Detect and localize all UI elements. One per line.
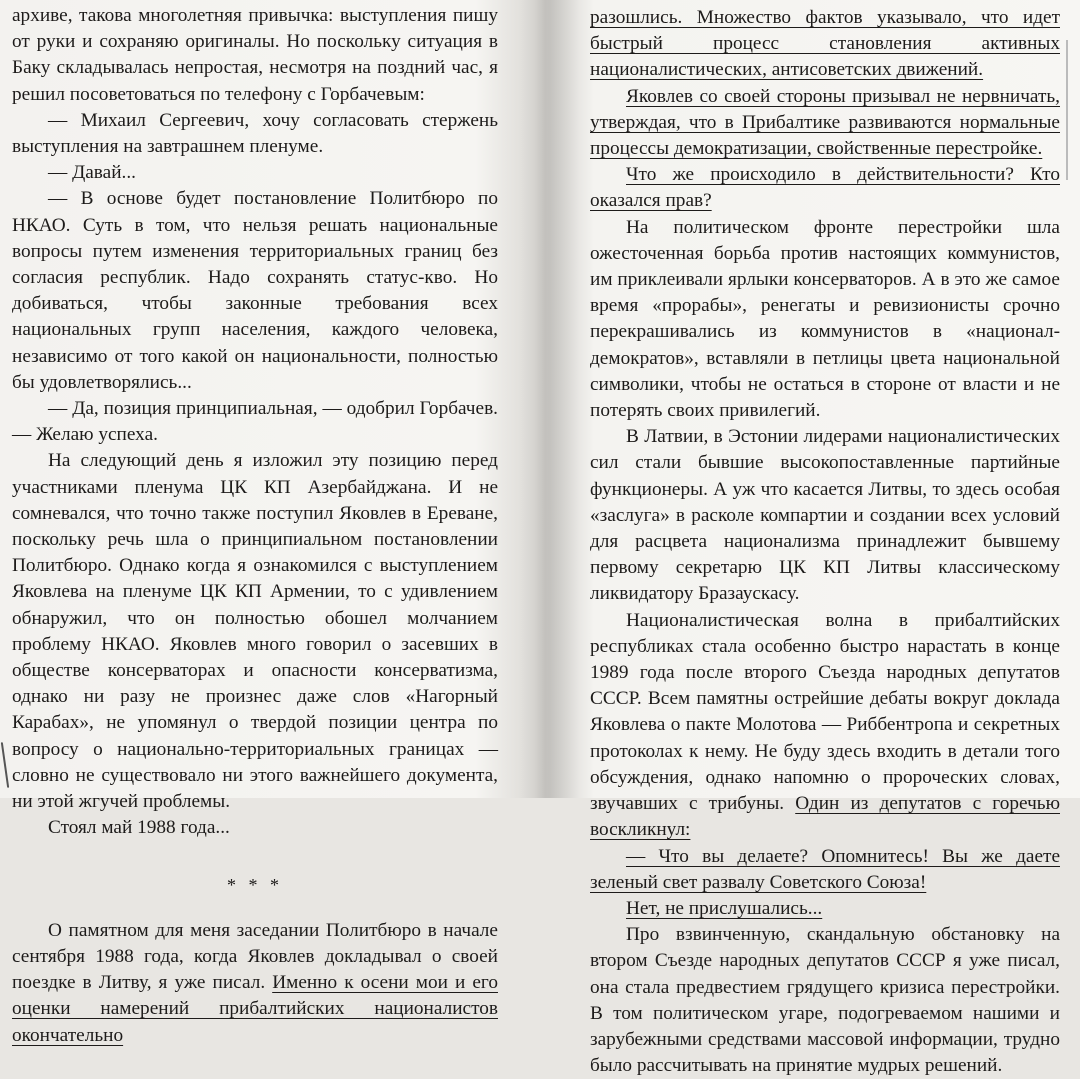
- right-paragraph-7: — Что вы делаете? Опомнитесь! Вы же даете зеленый свет развалу Советского Союза!: [590, 845, 1060, 893]
- left-paragraph-7: Стоял май 1988 года...: [48, 817, 230, 839]
- right-paragraph-6: [590, 608, 1060, 844]
- right-page: [590, 0, 1060, 1077]
- left-paragraph-1: архиве, такова многолетняя привычка: выступления пишу от руки и сохраняю оригиналы. Но поскольку ситуация в Баку складывалась непростая, несмотря на поздний час, я решил посоветоваться по телефону с Горбачевым:: [12, 5, 498, 105]
- left-paragraph-6: На следующий день я изложил эту позицию перед участниками пленума ЦК КП Азербайджана. И не сомневался, что точно также поступил Яковлев в Ереване, поскольку речь шла о принципиальном постановлении Политбюро. Однако когда я ознакомился с выступлением Яковлева на пленуме ЦК КП Армении, то с удивлением обнаружил, что он полностью обошел молчанием проблему НКАО. Яковлев много говорил о засевших в обществе консерваторах и опасности консерватизма, однако ни разу не произнес даже слов «Нагорный Карабах», не упомянул о твердой позиции центра по вопросу о национально-территориальных границах — словно не существовало ни этого важнейшего документа, ни этой жгучей проблемы.: [12, 450, 498, 813]
- left-paragraph-2: — Михаил Сергеевич, хочу согласовать стержень выступления на завтрашнем пленуме.: [12, 109, 498, 158]
- gutter-shadow: [520, 0, 580, 798]
- left-paragraph-8: [12, 918, 498, 1049]
- margin-pencil-mark: [1, 742, 9, 788]
- right-paragraph-4: На политическом фронте перестройки шла ожесточенная борьба против настоящих коммунистов, им приклеивали ярлыки консерваторов. А в это же самое время «прорабы», ренегаты и ревизионисты срочно перекрашивались из коммунистов в «национал-демократов», вставляли в петлицы цвета национальной символики, чтобы не остаться в стороне от власти и не потерять своих привилегий.: [590, 216, 1060, 422]
- right-paragraph-3: Что же происходило в действительности? Кто оказался прав?: [590, 164, 1060, 212]
- left-paragraph-5: — Да, позиция принципиальная, — одобрил Горбачев. — Желаю успеха.: [12, 398, 498, 446]
- left-paragraph-8-text: О памятном для меня заседании Политбюро в начале сентября 1988 года, когда Яковлев докладывал о своей поездке в Литву, я уже писал.: [12, 919, 498, 994]
- right-paragraph-8: Нет, не прислушались...: [626, 897, 823, 919]
- underlined-passage: Именно к осени мои и его оценки намерений прибалтийских националистов окончательно: [12, 972, 498, 1046]
- right-paragraph-5: В Латвии, в Эстонии лидерами националистических сил стали бывшие высокопоставленные партийные функционеры. А уж что касается Литвы, то здесь особая «заслуга» в расколе компартии и создании всех условий для расцвета национализма принадлежит бывшему первому секретарю ЦК КП Литвы классическому ликвидатору Бразаускасу.: [590, 426, 1060, 605]
- right-paragraph-1: разошлись. Множество фактов указывало, что идет быстрый процесс становления активных националистических, антисоветских движений.: [590, 7, 1060, 81]
- right-paragraph-2: Яковлев со своей стороны призывал не нервничать, утверждая, что в Прибалтике развиваются нормальные процессы демократизации, свойственные перестройке.: [590, 85, 1060, 160]
- left-paragraph-3: — Давай...: [48, 162, 136, 184]
- right-paragraph-9: Про взвинченную, скандальную обстановку на втором Съезде народных депутатов СССР я уже писал, она стала предвестием грядущего кризиса перестройки. В том политическом угаре, подогреваемом нашими и зарубежными средствами массовой информации, трудно было рассчитывать на принятие мудрых решений.: [590, 924, 1060, 1077]
- left-page: [12, 0, 498, 1046]
- underlined-quote-intro: Один из депутатов с горечью воскликнул:: [590, 793, 1060, 841]
- right-paragraph-6-text: Националистическая волна в прибалтийских республиках стала особенно быстро нарастать в конце 1989 года после второго Съезда народных депутатов СССР. Всем памятны острейшие дебаты вокруг доклада Яковлева о пакте Молотова — Риббентропа и секретных протоколах к нему. Не буду здесь входить в детали того обсуждения, однако напомню о пророческих словах, звучавших с трибуны.: [590, 609, 1060, 815]
- right-margin-pencil-line: [1066, 40, 1068, 180]
- left-paragraph-4: — В основе будет постановление Политбюро по НКАО. Суть в том, что нельзя решать национальные вопросы путем изменения территориальных границ без согласия республик. Надо сохранять статус-кво. Но добиваться, чтобы законные требования всех национальных групп населения, каждого человека, независимо от того какой он национальности, полностью бы удовлетворялись...: [12, 188, 498, 393]
- section-separator: * * *: [227, 874, 283, 895]
